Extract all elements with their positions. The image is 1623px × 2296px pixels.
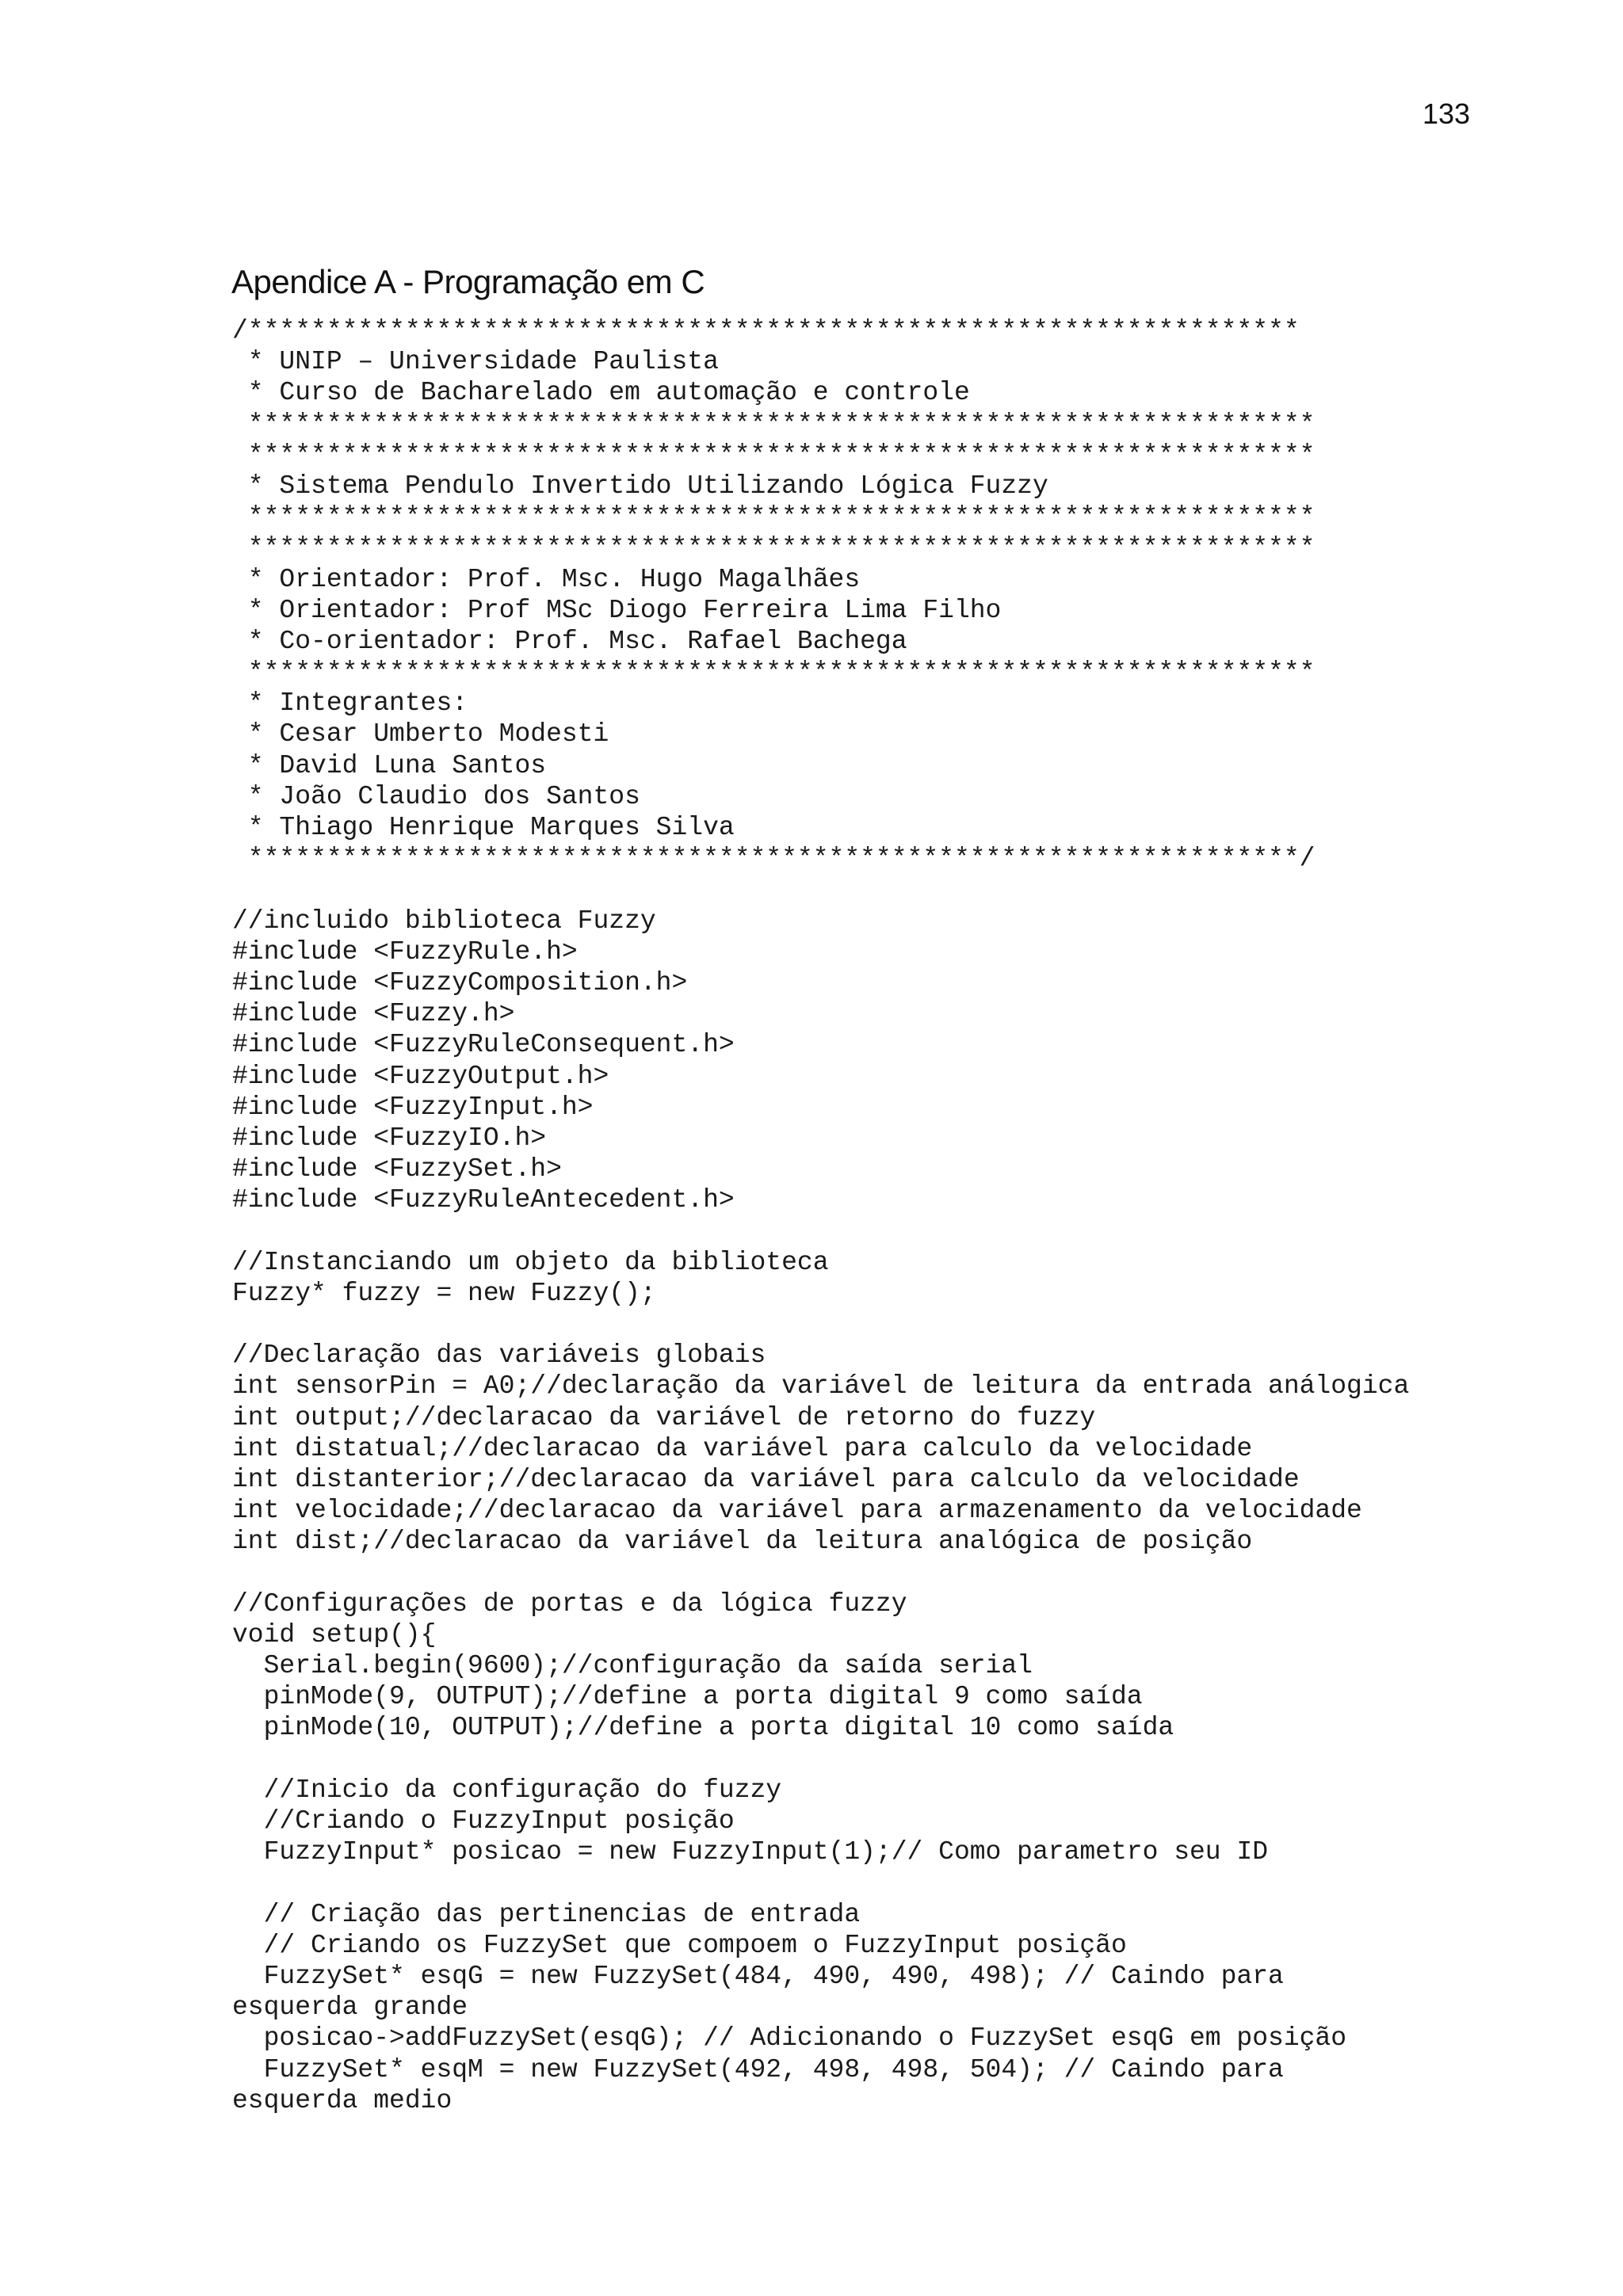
code-line: void setup(){ (232, 1619, 437, 1650)
code-line (232, 1867, 1409, 1898)
code-line: * Sistema Pendulo Invertido Utilizando Lógica Fuzzy (232, 471, 1048, 501)
code-line: * Cesar Umberto Modesti (232, 719, 609, 749)
code-line: int velocidade;//declaracao da variável para armazenamento da velocidade (232, 1496, 1362, 1526)
code-line: esquerda medio (232, 2085, 453, 2115)
code-line: *******************************************************************/ (232, 844, 1316, 874)
code-line: #include <FuzzySet.h> (232, 1154, 562, 1184)
code-line: // Criando os FuzzySet que compoem o FuzzyInput posição (232, 1930, 1127, 1960)
code-line: int output;//declaracao da variável de retorno do fuzzy (232, 1402, 1096, 1432)
code-line: FuzzySet* esqG = new FuzzySet(484, 490, 490, 498); // Caindo para (232, 1961, 1284, 1991)
code-line: * UNIP – Universidade Paulista (232, 347, 719, 377)
code-line: #include <FuzzyOutput.h> (232, 1061, 609, 1091)
code-line: //incluido biblioteca Fuzzy (232, 906, 656, 936)
code-line: /******************************************************************* (232, 316, 1300, 345)
appendix-heading: Apendice A - Programação em C (231, 263, 705, 300)
code-line: ******************************************************************** (232, 658, 1316, 688)
code-line: int distanterior;//declaracao da variável para calculo da velocidade (232, 1464, 1300, 1494)
code-line: * Thiago Henrique Marques Silva (232, 813, 735, 842)
code-line: #include <FuzzyInput.h> (232, 1092, 594, 1122)
code-line (232, 1215, 1409, 1246)
code-line: FuzzySet* esqM = new FuzzySet(492, 498, 498, 504); // Caindo para (232, 2054, 1284, 2084)
code-line: * João Claudio dos Santos (232, 781, 640, 811)
code-line: esquerda grande (232, 1993, 468, 2023)
code-line: //Declaração das variáveis globais (232, 1341, 766, 1371)
code-line: #include <FuzzyComposition.h> (232, 967, 688, 997)
code-line: * Orientador: Prof MSc Diogo Ferreira Lima Filho (232, 595, 1002, 625)
code-line: Serial.begin(9600);//configuração da saída serial (232, 1651, 1033, 1681)
code-line: int distatual;//declaracao da variável para calculo da velocidade (232, 1433, 1253, 1463)
code-line (232, 874, 1409, 905)
code-line: ******************************************************************** (232, 409, 1316, 439)
code-line (232, 1558, 1409, 1589)
code-line: * Co-orientador: Prof. Msc. Rafael Bachega (232, 626, 907, 656)
code-line: pinMode(9, OUTPUT);//define a porta digital 9 como saída (232, 1682, 1143, 1712)
code-line: //Criando o FuzzyInput posição (232, 1806, 735, 1836)
code-line: * Curso de Bacharelado em automação e controle (232, 378, 970, 408)
code-line: #include <FuzzyRuleConsequent.h> (232, 1030, 735, 1060)
code-line: ******************************************************************** (232, 502, 1316, 532)
code-line: //Configurações de portas e da lógica fuzzy (232, 1589, 907, 1619)
code-line (232, 1744, 1409, 1775)
code-line: ******************************************************************** (232, 533, 1316, 563)
code-line: posicao->addFuzzySet(esqG); // Adicionando o FuzzySet esqG em posição (232, 2023, 1347, 2054)
code-line: #include <FuzzyRule.h> (232, 936, 578, 967)
code-line: * Orientador: Prof. Msc. Hugo Magalhães (232, 564, 861, 594)
code-line: * Integrantes: (232, 688, 468, 719)
code-line: int dist;//declaracao da variável da leitura analógica de posição (232, 1527, 1253, 1557)
code-line: Fuzzy* fuzzy = new Fuzzy(); (232, 1278, 656, 1308)
code-line: #include <FuzzyIO.h> (232, 1123, 547, 1153)
code-line: ******************************************************************** (232, 440, 1316, 470)
code-listing (232, 315, 1409, 2116)
code-line: int sensorPin = A0;//declaração da variável de leitura da entrada análogica (232, 1371, 1410, 1402)
code-line: #include <FuzzyRuleAntecedent.h> (232, 1185, 735, 1215)
code-line: #include <Fuzzy.h> (232, 999, 515, 1029)
code-line: //Instanciando um objeto da biblioteca (232, 1247, 829, 1277)
code-line (232, 1309, 1409, 1340)
code-line: * David Luna Santos (232, 750, 547, 780)
code-line: //Inicio da configuração do fuzzy (232, 1775, 782, 1805)
code-line: pinMode(10, OUTPUT);//define a porta digital 10 como saída (232, 1713, 1174, 1743)
code-line: // Criação das pertinencias de entrada (232, 1899, 861, 1929)
code-line: FuzzyInput* posicao = new FuzzyInput(1);// Como parametro seu ID (232, 1837, 1269, 1867)
page-number: 133 (1423, 97, 1471, 130)
